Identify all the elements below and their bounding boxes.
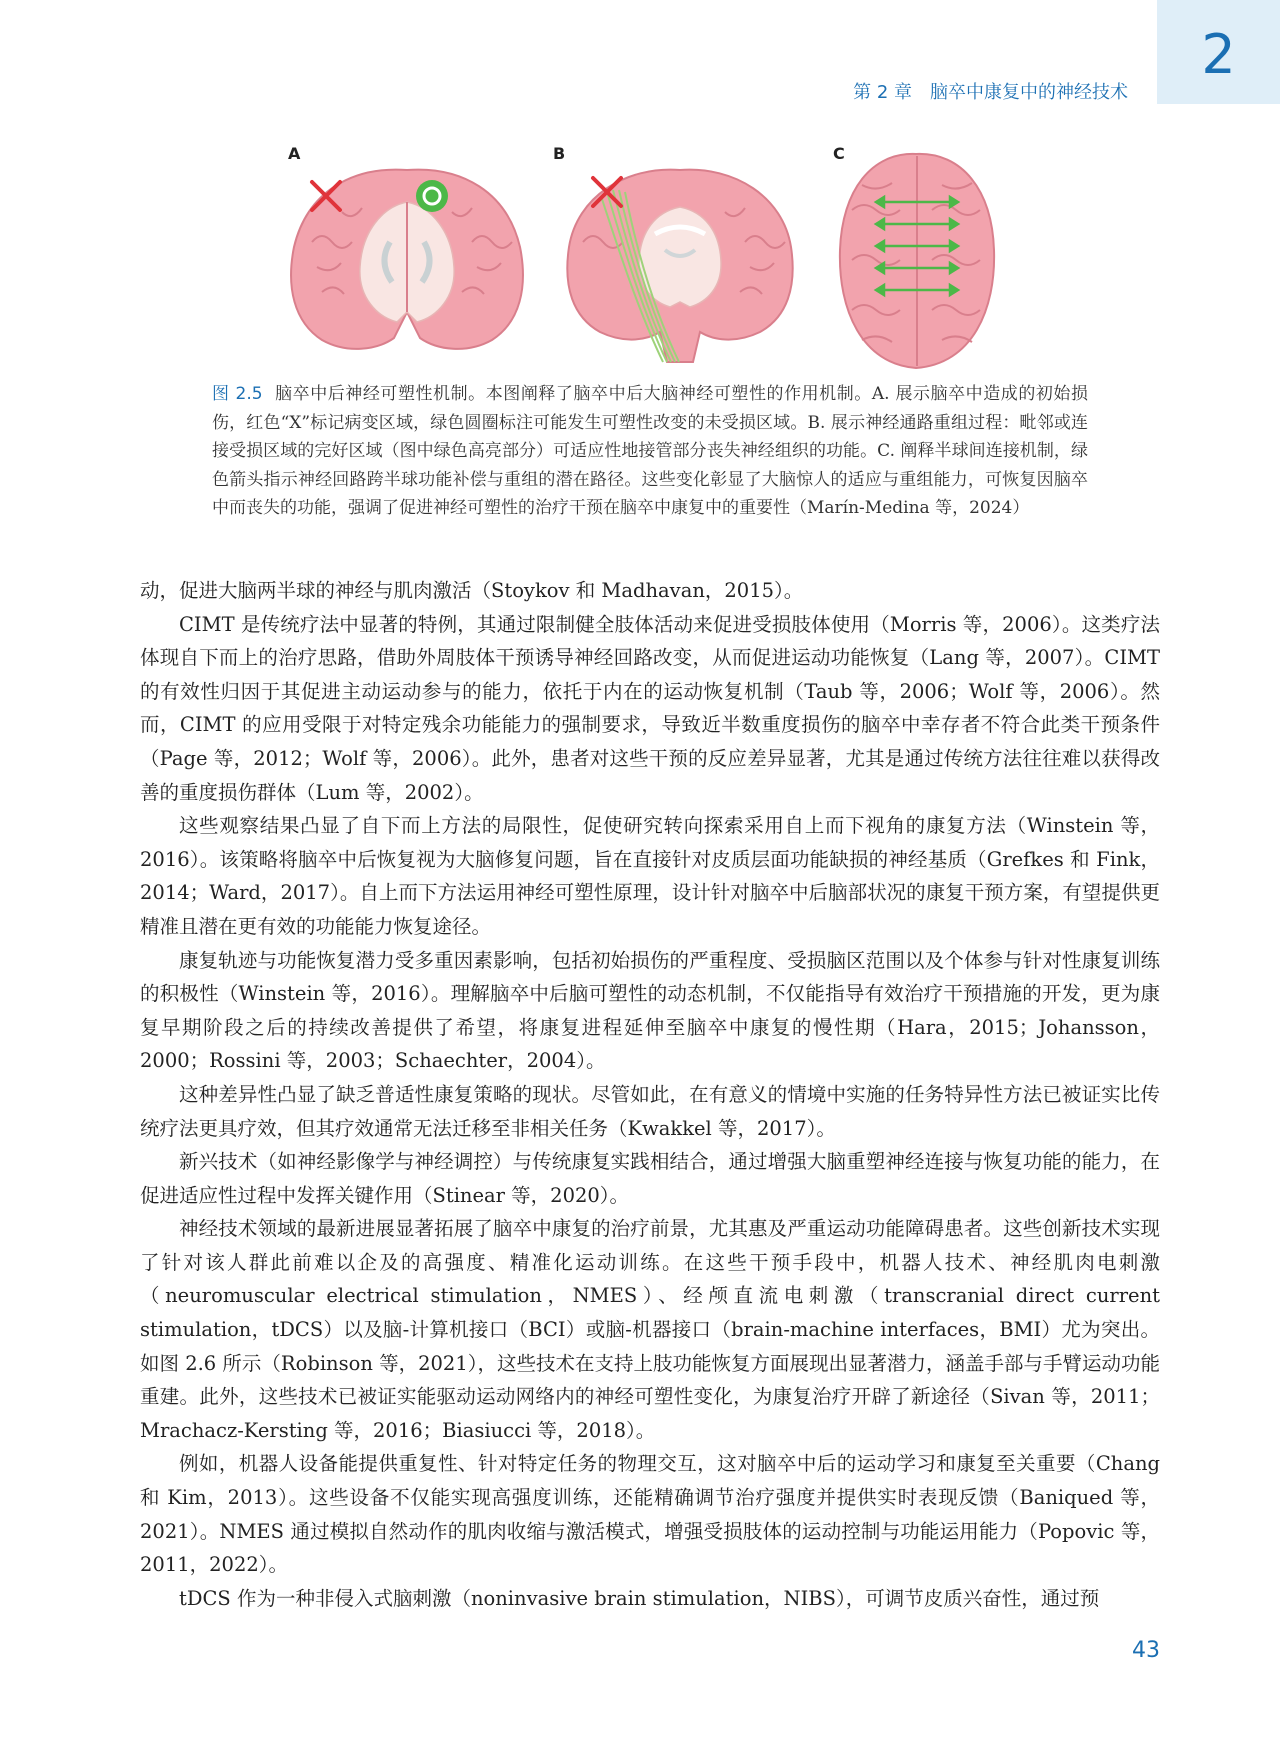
- figure-caption: [212, 380, 1088, 523]
- running-header: [853, 78, 1128, 104]
- panel-label-a: A: [288, 144, 301, 163]
- panel-label-b: B: [553, 144, 566, 163]
- paragraph: 康复轨迹与功能恢复潜力受多重因素影响，包括初始损伤的严重程度、受损脑区范围以及个体参与针对性康复训练的积极性（Winstein 等，2016）。理解脑卒中后脑可塑性的动态机制，不仅能指导有效治疗干预措施的开发，更为康复早期阶段之后的持续改善提供了希望，将康复进程延伸至脑卒中康复的慢性期（Hara，2015；Johansson，2000；Rossini 等，2003；Schaechter，2004）。: [140, 948, 1160, 1073]
- paragraph: 这种差异性凸显了缺乏普适性康复策略的现状。尽管如此，在有意义的情境中实施的任务特异性方法已被证实比传统疗法更具疗效，但其疗效通常无法迁移至非相关任务（Kwakkel 等，2017）。: [140, 1082, 1160, 1140]
- figure-2-5: [270, 140, 1140, 370]
- paragraph: 例如，机器人设备能提供重复性、针对特定任务的物理交互，这对脑卒中后的运动学习和康复至关重要（Chang 和 Kim，2013）。这些设备不仅能实现高强度训练，还能精确调节治疗强度并提供实时表现反馈（Baniqued 等，2021）。NMES 通过模拟自然动作的肌肉收缩与激活模式，增强受损肢体的运动控制与功能运用能力（Popovic 等，2011，2022）。: [140, 1452, 1160, 1577]
- panel-a-brain-illustration: [282, 162, 532, 362]
- paragraph: tDCS 作为一种非侵入式脑刺激（noninvasive brain stimulation，NIBS），可调节皮质兴奋性，通过预: [179, 1586, 1100, 1610]
- paragraph: 动，促进大脑两半球的神经与肌肉激活（Stoykov 和 Madhavan，2015）。: [140, 579, 804, 602]
- plasticity-circle-icon: [416, 180, 448, 212]
- panel-c-brain-illustration: [832, 150, 1002, 372]
- panel-label-c: C: [833, 144, 845, 163]
- paragraph: 这些观察结果凸显了自下而上方法的局限性，促使研究转向探索采用自上而下视角的康复方法（Winstein 等，2016）。该策略将脑卒中后恢复视为大脑修复问题，旨在直接针对皮质层面功能缺损的神经基质（Grefkes 和 Fink，2014；Ward，2017）。自上而下方法运用神经可塑性原理，设计针对脑卒中后脑部状况的康复干预方案，有望提供更精准且潜在更有效的功能能力恢复途径。: [140, 814, 1160, 938]
- paragraph: 神经技术领域的最新进展显著拓展了脑卒中康复的治疗前景，尤其惠及严重运动功能障碍患者。这些创新技术实现了针对该人群此前难以企及的高强度、精准化运动训练。在这些干预手段中，机器人技术、神经肌肉电刺激（neuromuscular electrical stimulation，NMES）、经颅直流电刺激（transcranial direct current stimulation，tDCS）以及脑-计算机接口（BCI）或脑-机器接口（brain-machine interfaces，BMI）尤为突出。如图 2.6 所示（Robinson 等，2021），这些技术在支持上肢功能恢复方面展现出显著潜力，涵盖手部与手臂运动功能重建。此外，这些技术已被证实能驱动运动网络内的神经可塑性变化，为康复治疗开辟了新途径（Sivan 等，2011；Mrachacz-Kersting 等，2016；Biasiucci 等，2018）。: [140, 1217, 1160, 1442]
- paragraph: CIMT 是传统疗法中显著的特例，其通过限制健全肢体活动来促进受损肢体使用（Morris 等，2006）。这类疗法体现自下而上的治疗思路，借助外周肢体干预诱导神经回路改变，从而促进运动功能恢复（Lang 等，2007）。CIMT 的有效性归因于其促进主动运动参与的能力，依托于内在的运动恢复机制（Taub 等，2006；Wolf 等，2006）。然而，CIMT 的应用受限于对特定残余功能能力的强制要求，导致近半数重度损伤的脑卒中幸存者不符合此类干预条件（Page 等，2012；Wolf 等，2006）。此外，患者对这些干预的反应差异显著，尤其是通过传统方法往往难以获得改善的重度损伤群体（Lum 等，2002）。: [140, 612, 1160, 804]
- body-text: [140, 574, 1160, 1615]
- caption-text: 脑卒中后神经可塑性机制。本图阐释了脑卒中后大脑神经可塑性的作用机制。A. 展示脑卒中造成的初始损伤，红色“X”标记病变区域，绿色圆圈标注可能发生可塑性改变的未受损区域。B. 展示神经通路重组过程：毗邻或连接受损区域的完好区域（图中绿色高亮部分）可适应性地接管部分丧失神经组织的功能。C. 阐释半球间连接机制，绿色箭头指示神经回路跨半球功能补偿与重组的潜在路径。这些变化彰显了大脑惊人的适应与重组能力，可恢复因脑卒中而丧失的功能，强调了促进神经可塑性的治疗干预在脑卒中康复中的重要性（Marín-Medina 等，2024）: [212, 384, 1088, 518]
- chapter-label: 第 2 章: [853, 82, 912, 103]
- chapter-title: 脑卒中康复中的神经技术: [930, 82, 1128, 103]
- chapter-tab: [1157, 0, 1280, 104]
- chapter-number: 2: [1201, 23, 1236, 86]
- caption-label: 图 2.5: [212, 384, 263, 404]
- page-number: 43: [1132, 1638, 1160, 1663]
- panel-b-brain-illustration: [555, 162, 805, 372]
- paragraph: 新兴技术（如神经影像学与神经调控）与传统康复实践相结合，通过增强大脑重塑神经连接与恢复功能的能力，在促进适应性过程中发挥关键作用（Stinear 等，2020）。: [140, 1150, 1160, 1207]
